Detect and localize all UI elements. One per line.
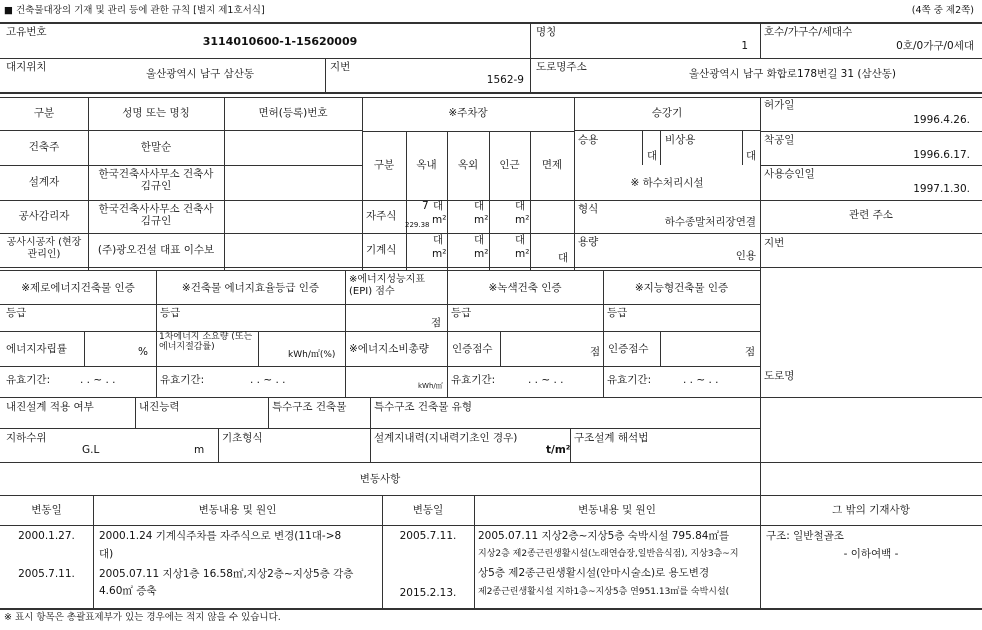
related-road-label: 도로명 (764, 370, 795, 382)
bearing-unit: t/m² (546, 444, 571, 456)
bearing-label: 설계지내력(지내력기초인 경우) (374, 432, 518, 444)
col-change-date-left: 변동일 (31, 504, 62, 516)
parking-col-exempt: 면제 (541, 159, 563, 171)
parking-self-label: 자주식 (366, 210, 397, 222)
change-line: 대) (99, 548, 114, 560)
parking-col-indoor: 옥내 (416, 159, 437, 171)
seismic-design-label: 내진설계 적용 여부 (6, 401, 94, 413)
contractor-name: (주)광오건설 대표 이수보 (97, 244, 215, 256)
change-date: 2015.2.13. (399, 587, 457, 599)
green-cert: ※녹색건축 인증 (488, 282, 562, 294)
consumption-label: ※에너지소비총량 (349, 343, 429, 355)
lot-value: 1562-9 (486, 74, 524, 86)
primary-energy-unit: kWh/㎡(%) (288, 350, 336, 360)
unit-area: m² (515, 214, 530, 226)
permit-label: 허가일 (764, 99, 795, 111)
groundwater-gl: G.L (82, 444, 100, 456)
green-score-point: 점 (590, 346, 601, 358)
unit-car: 대 (474, 200, 485, 212)
col-license: 면허(등록)번호 (258, 107, 328, 119)
site-label: 대지위치 (6, 61, 47, 73)
role-contractor: 공사시공자 (현장관리인) (6, 237, 82, 260)
parking-self-count: 7 (422, 200, 429, 212)
road-value: 울산광역시 남구 화합로178번길 31 (삼산동) (688, 68, 896, 80)
role-supervisor: 공사감리자 (18, 210, 70, 222)
start-date: 1996.6.17. (913, 149, 970, 161)
changes-title: 변동사항 (359, 473, 401, 485)
unit-area: m² (515, 248, 530, 260)
efficiency-cert: ※건축물 에너지효율등급 인증 (181, 282, 320, 294)
analysis-label: 구조설계 해석법 (574, 432, 649, 444)
change-line: 상5층 제2종근린생활시설(안마시술소)로 용도변경 (478, 567, 710, 579)
start-label: 착공일 (764, 134, 795, 146)
special-structure-label: 특수구조 건축물 (272, 401, 347, 413)
owner-name: 한말순 (140, 141, 172, 153)
zero-valid-period: . . ~ . . (80, 374, 116, 386)
role-owner: 건축주 (28, 141, 60, 153)
unit-car: 대 (515, 200, 526, 212)
unit-car: 대 (433, 200, 444, 212)
related-address-title: 관련 주소 (849, 209, 893, 221)
elevator-title: 승강기 (651, 107, 683, 119)
elevator-unit: 대 (647, 150, 658, 162)
role-designer: 설계자 (28, 176, 60, 188)
change-date: 2000.1.27. (18, 530, 75, 542)
consumption-unit: kWh/㎡ (418, 382, 443, 390)
unit-area: m² (474, 214, 489, 226)
parking-col-type: 구분 (373, 159, 395, 171)
sewage-title: ※ 하수처리시설 (630, 177, 704, 189)
special-type-label: 특수구조 건축물 유형 (374, 401, 472, 413)
groundwater-meter: m (194, 444, 205, 456)
col-role: 구분 (33, 107, 55, 119)
change-line: 2000.1.24 기계식주차를 자주식으로 변경(11대->8 (99, 530, 342, 542)
change-date: 2005.7.11. (399, 530, 457, 542)
col-change-date-right: 변동일 (412, 504, 444, 516)
permit-date: 1996.4.26. (913, 114, 970, 126)
sewage-capacity-unit: 인용 (735, 250, 756, 262)
change-line: 4.60㎡ 증축 (99, 585, 157, 597)
sewage-type-label: 형식 (578, 203, 599, 215)
elevator-unit: 대 (746, 150, 757, 162)
elevator-emergency: 비상용 (665, 134, 696, 146)
efficiency-valid-period: . . ~ . . (250, 374, 286, 386)
percent-unit: % (138, 346, 148, 358)
col-change-content-right: 변동내용 및 원인 (578, 504, 656, 516)
sewage-capacity-label: 용량 (578, 236, 599, 248)
groundwater-label: 지하수위 (6, 432, 47, 444)
intelligent-cert: ※지능형건축물 인증 (634, 282, 729, 294)
exempt-unit: 대 (558, 252, 569, 264)
unit-area: m² (432, 248, 447, 260)
epi-score: ※에너지성능지표(EPI) 점수 (349, 274, 425, 297)
green-score-label: 인증점수 (452, 343, 493, 355)
unit-car: 대 (515, 234, 526, 246)
foundation-label: 기초형식 (222, 432, 263, 444)
efficiency-valid-label: 유효기간: (160, 374, 205, 386)
approval-date: 1997.1.30. (913, 183, 970, 195)
footer-note: ※ 표시 항목은 총괄표제부가 있는 경우에는 적지 않을 수 있습니다. (4, 612, 281, 623)
intelligent-grade: 등급 (607, 307, 628, 319)
change-date: 2005.7.11. (18, 568, 75, 580)
unique-no-label: 고유번호 (6, 26, 47, 38)
supervisor-name: 한국건축사사무소 건축사 김규인 (98, 203, 214, 228)
green-valid-period: . . ~ . . (528, 374, 564, 386)
intelligent-valid-period: . . ~ . . (683, 374, 719, 386)
intelligent-valid-label: 유효기간: (607, 374, 652, 386)
zero-grade: 등급 (6, 307, 27, 319)
unit-area: m² (432, 214, 447, 226)
green-valid-label: 유효기간: (451, 374, 496, 386)
other-structure: 구조: 일반철골조 (766, 530, 844, 542)
change-line: 2005.07.11 지상2층~지상5층 숙박시설 795.84㎡를 (478, 530, 730, 542)
zero-energy-cert: ※제로에너지건축물 인증 (21, 282, 135, 294)
related-lot-label: 지번 (764, 237, 785, 249)
parking-title: ※주차장 (448, 107, 488, 119)
name-label: 명칭 (536, 26, 557, 38)
unit-car: 대 (474, 234, 485, 246)
parking-mech-label: 기계식 (366, 244, 397, 256)
sewage-type-value: 하수종말처리장연결 (664, 216, 756, 228)
unique-no-value: 3114010600-1-15620009 (202, 35, 358, 48)
intelligent-score-label: 인증점수 (608, 343, 649, 355)
designer-name: 한국건축사사무소 건축사 김규인 (98, 168, 214, 193)
road-label: 도로명주소 (536, 61, 587, 73)
units-label: 호수/가구수/세대수 (764, 26, 853, 38)
other-end-mark: - 이하여백 - (843, 548, 899, 560)
elevator-passenger: 승용 (578, 134, 599, 146)
change-line: 제2종근린생활시설 지하1층~지상5층 연951.13㎡를 숙박시설( (478, 587, 730, 597)
epi-point: 점 (431, 317, 442, 329)
lot-label: 지번 (330, 61, 351, 73)
page-info: (4쪽 중 제2쪽) (911, 5, 974, 16)
name-value: 1 (741, 40, 748, 52)
seismic-capacity-label: 내진능력 (139, 401, 180, 413)
col-other: 그 밖의 기재사항 (832, 504, 910, 516)
parking-col-outdoor: 옥외 (457, 159, 479, 171)
col-name: 성명 또는 명칭 (122, 107, 190, 119)
change-line: 2005.07.11 지상1층 16.58㎡,지상2층~지상5층 각층 (99, 568, 354, 580)
primary-energy-label: 1차에너지 소요량 (또는 에너지절감률) (159, 332, 253, 352)
self-sufficiency-label: 에너지자립률 (6, 343, 67, 355)
zero-valid-label: 유효기간: (6, 374, 51, 386)
units-value: 0호/0가구/0세대 (896, 40, 974, 52)
change-line: 지상2층 제2종근린생활시설(노래연습장,일반음식점), 지상3층~지 (478, 549, 739, 559)
unit-area: m² (474, 248, 489, 260)
efficiency-grade: 등급 (160, 307, 181, 319)
parking-self-area: 229.38 (405, 221, 430, 229)
unit-car: 대 (433, 234, 444, 246)
green-grade: 등급 (451, 307, 472, 319)
col-change-content-left: 변동내용 및 원인 (198, 504, 277, 516)
parking-col-nearby: 인근 (499, 159, 520, 171)
approval-label: 사용승인일 (764, 168, 815, 180)
intelligent-score-point: 점 (745, 346, 756, 358)
form-title: ■ 건축물대장의 기재 및 관리 등에 관한 규칙 [별지 제1호서식] (4, 5, 265, 16)
site-value: 울산광역시 남구 삼산동 (145, 68, 255, 80)
